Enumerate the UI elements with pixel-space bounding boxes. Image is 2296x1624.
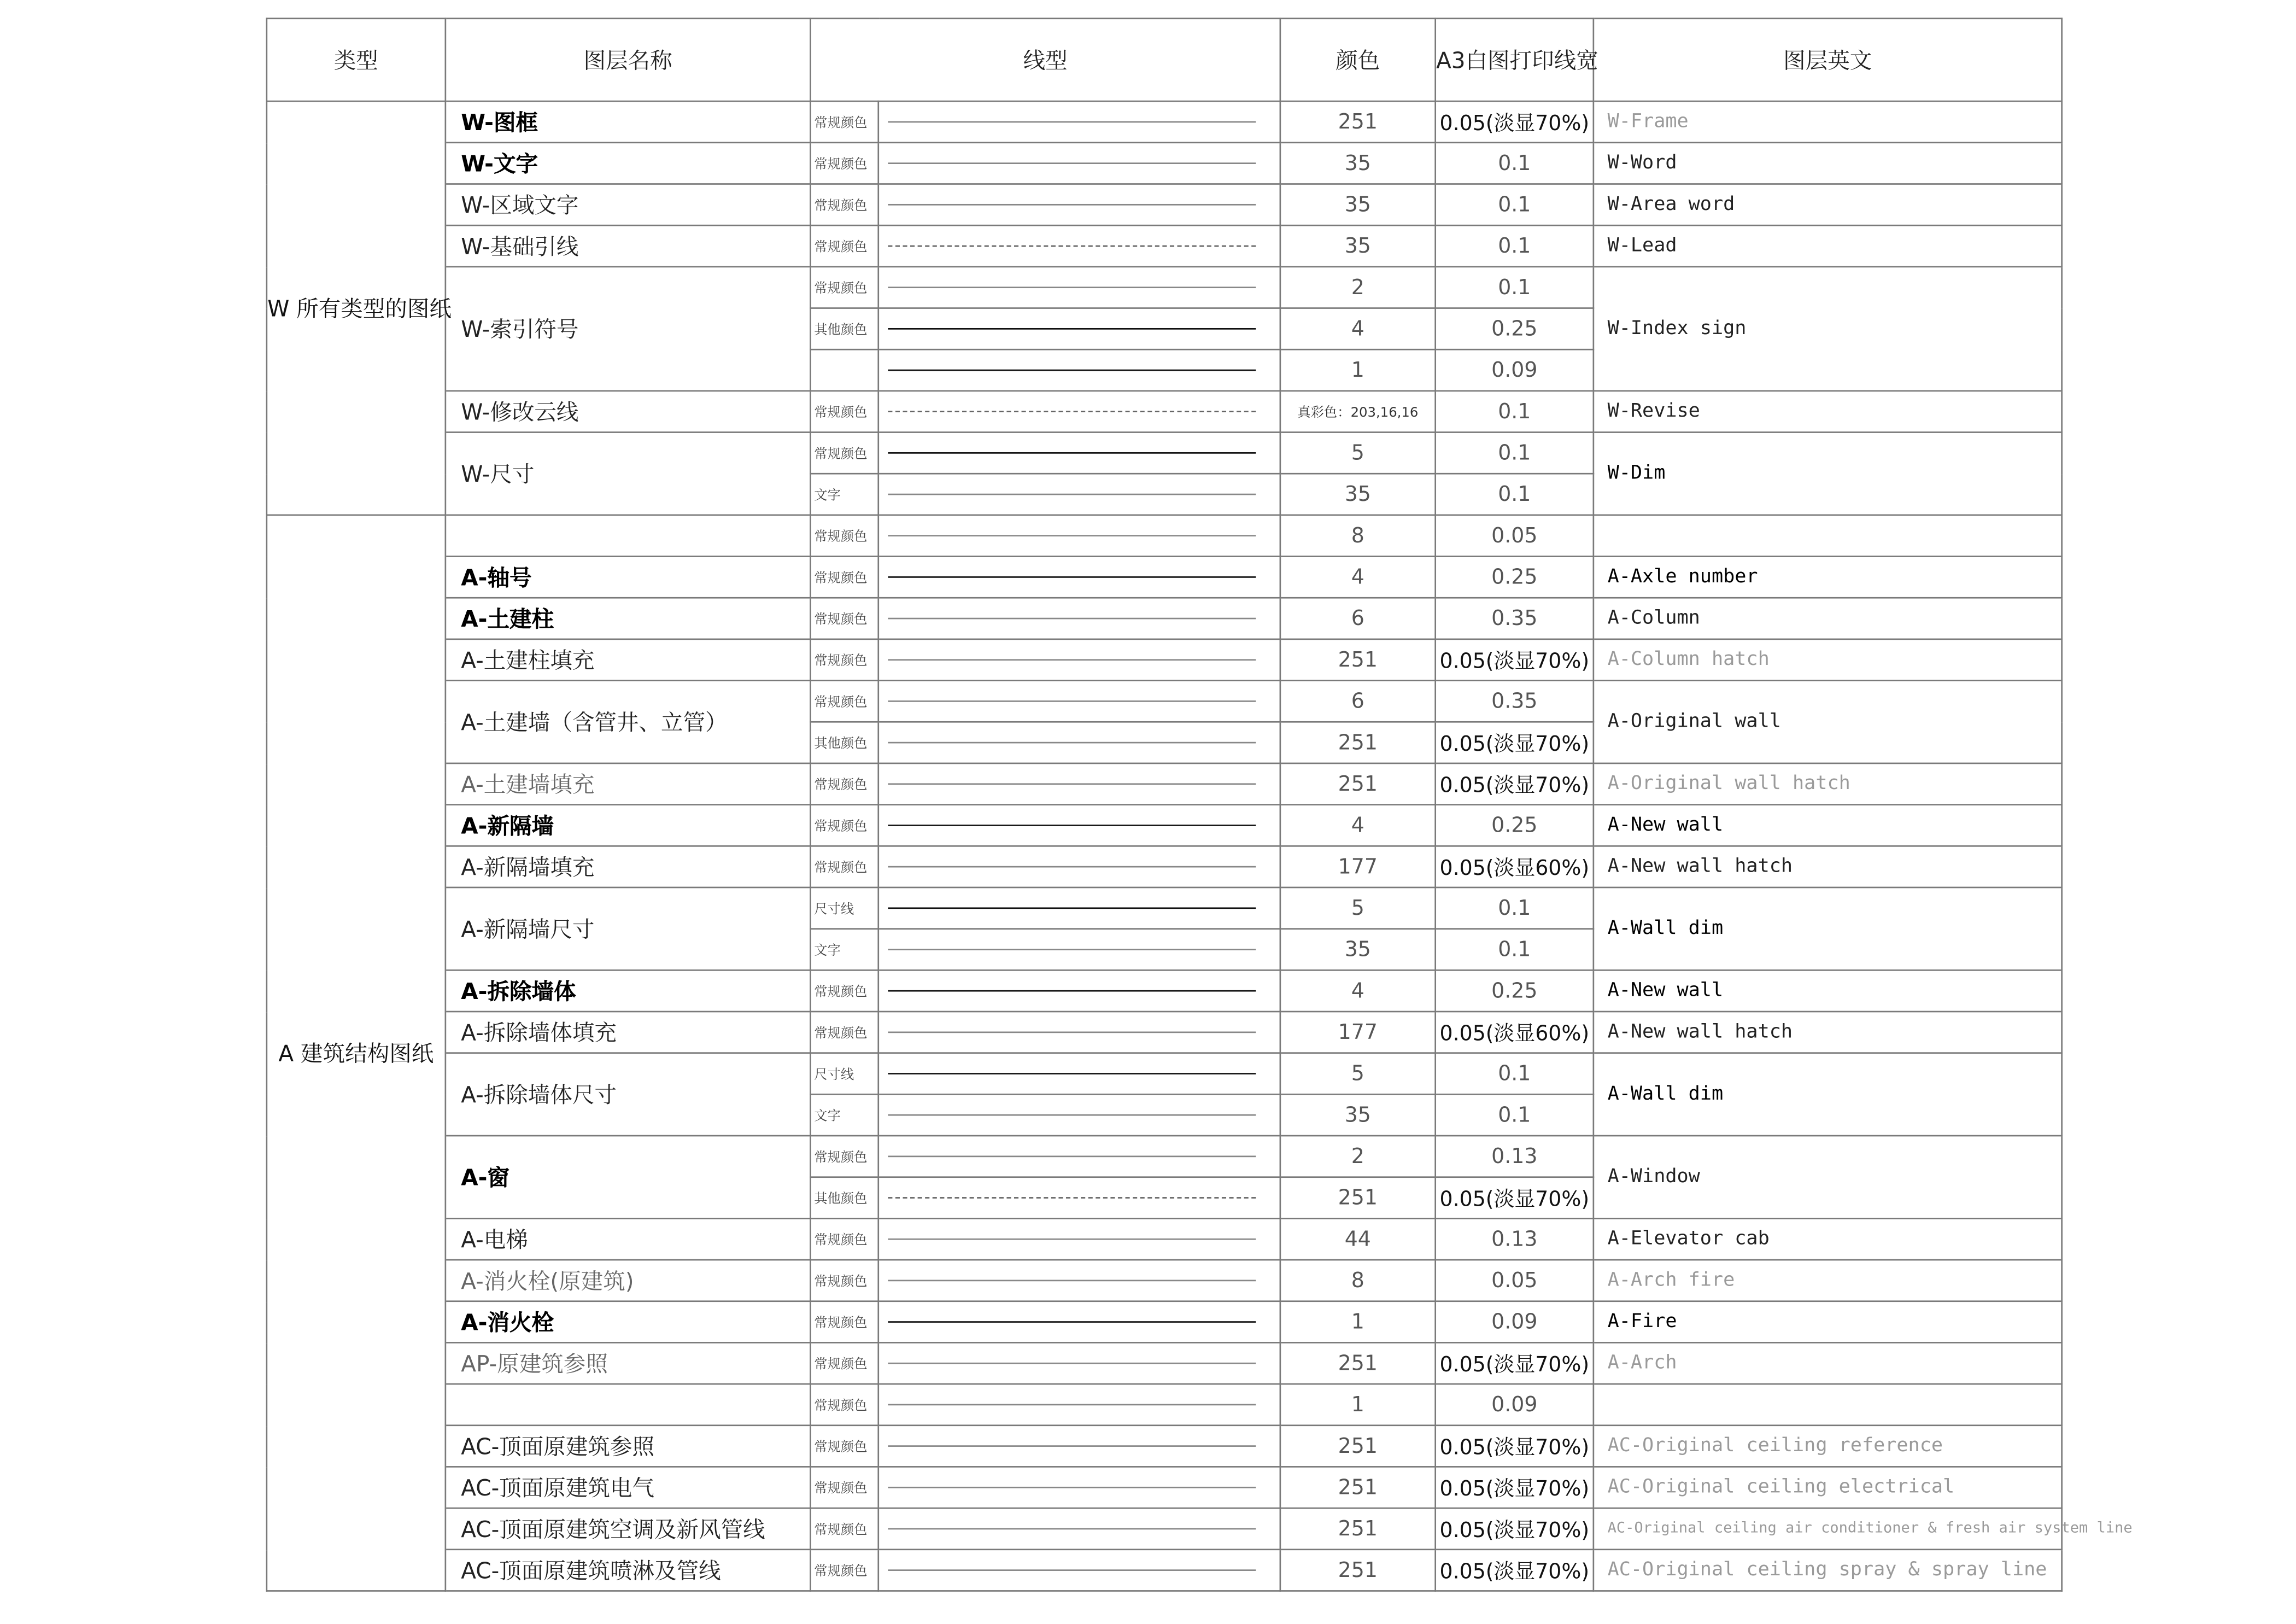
linetype-subtype-cell — [810, 349, 878, 391]
header-lineweight: A3白图打印线宽 — [1436, 19, 1594, 101]
linetype-sample-cell — [878, 308, 1280, 350]
type-cell: A 建筑结构图纸 — [267, 515, 446, 1591]
lineweight-cell: 0.13 — [1436, 1136, 1594, 1177]
lineweight-cell: 0.05(淡显70%) — [1436, 1550, 1594, 1591]
linetype-subtype-cell: 常规颜色 — [810, 1136, 878, 1177]
lineweight-cell: 0.25 — [1436, 970, 1594, 1012]
layer-name-cell: W-基础引线 — [446, 225, 811, 267]
color-cell: 251 — [1280, 1177, 1436, 1219]
linetype-subtype-cell: 常规颜色 — [810, 1508, 878, 1550]
table-row — [267, 1426, 2062, 1467]
table-row — [267, 1508, 2062, 1550]
layer-english-cell: W-Area word — [1594, 184, 2062, 225]
linetype-sample-line — [888, 866, 1256, 868]
layer-name-cell: AP-原建筑参照 — [446, 1342, 811, 1384]
lineweight-cell: 0.1 — [1436, 433, 1594, 474]
table-row — [267, 639, 2062, 681]
linetype-sample-line — [888, 907, 1256, 909]
table-row — [267, 184, 2062, 225]
linetype-subtype-cell: 常规颜色 — [810, 598, 878, 639]
color-cell: 6 — [1280, 681, 1436, 722]
table-row — [267, 887, 2062, 929]
layer-english-cell: AC-Original ceiling air conditioner & fresh air system line — [1594, 1508, 2062, 1550]
layer-standard-table — [266, 17, 2133, 1591]
linetype-subtype-cell: 文字 — [810, 474, 878, 515]
lineweight-cell: 0.1 — [1436, 1053, 1594, 1095]
layer-name-cell: W-区域文字 — [446, 184, 811, 225]
layer-english-cell: W-Lead — [1594, 225, 2062, 267]
linetype-sample-line — [888, 659, 1256, 661]
linetype-sample-line — [888, 1487, 1256, 1488]
linetype-subtype-cell: 常规颜色 — [810, 515, 878, 557]
linetype-sample-cell — [878, 349, 1280, 391]
table-row — [267, 681, 2062, 722]
color-cell: 5 — [1280, 1053, 1436, 1095]
linetype-sample-cell — [878, 1384, 1280, 1426]
layer-english-cell: A-Original wall — [1594, 681, 2062, 763]
header-layer-name: 图层名称 — [446, 19, 811, 101]
layer-english-cell: A-Original wall hatch — [1594, 763, 2062, 805]
linetype-subtype-cell: 常规颜色 — [810, 267, 878, 308]
linetype-sample-cell — [878, 1218, 1280, 1260]
linetype-sample-line — [888, 949, 1256, 950]
linetype-sample-line — [888, 452, 1256, 454]
linetype-sample-line — [888, 370, 1256, 371]
linetype-sample-cell — [878, 1094, 1280, 1136]
layer-english-cell: A-Fire — [1594, 1301, 2062, 1343]
linetype-subtype-cell: 其他颜色 — [810, 1177, 878, 1219]
linetype-sample-line — [888, 494, 1256, 495]
layer-name-cell: AC-顶面原建筑电气 — [446, 1467, 811, 1508]
layer-english-cell: A-Column — [1594, 598, 2062, 639]
linetype-subtype-cell: 常规颜色 — [810, 639, 878, 681]
color-cell: 35 — [1280, 474, 1436, 515]
linetype-sample-line — [888, 1073, 1256, 1074]
linetype-sample-cell — [878, 805, 1280, 846]
color-cell: 251 — [1280, 101, 1436, 143]
linetype-sample-line — [888, 990, 1256, 992]
color-cell: 4 — [1280, 970, 1436, 1012]
linetype-sample-cell — [878, 1012, 1280, 1053]
lineweight-cell: 0.1 — [1436, 929, 1594, 971]
layer-name-cell: A-拆除墙体填充 — [446, 1012, 811, 1053]
table-row — [267, 1260, 2062, 1301]
color-cell: 6 — [1280, 598, 1436, 639]
linetype-subtype-cell: 其他颜色 — [810, 308, 878, 350]
linetype-sample-cell — [878, 1177, 1280, 1219]
linetype-sample-line — [888, 1239, 1256, 1240]
layer-name-cell: W-索引符号 — [446, 267, 811, 391]
linetype-subtype-cell: 常规颜色 — [810, 1467, 878, 1508]
layer-name-cell: AC-顶面原建筑喷淋及管线 — [446, 1550, 811, 1591]
linetype-sample-line — [888, 700, 1256, 702]
color-cell: 251 — [1280, 1467, 1436, 1508]
header-color: 颜色 — [1280, 19, 1436, 101]
layer-english-cell: A-Arch fire — [1594, 1260, 2062, 1301]
table-row — [267, 805, 2062, 846]
linetype-sample-cell — [878, 267, 1280, 308]
table-row — [267, 1384, 2062, 1426]
table-row — [267, 101, 2062, 143]
layer-name-cell: A-电梯 — [446, 1218, 811, 1260]
lineweight-cell: 0.05(淡显70%) — [1436, 763, 1594, 805]
linetype-sample-line — [888, 1569, 1256, 1571]
table-row — [267, 1012, 2062, 1053]
linetype-sample-line — [888, 204, 1256, 206]
layer-name-cell: A-窗 — [446, 1136, 811, 1218]
layer-english-cell: A-New wall — [1594, 970, 2062, 1012]
linetype-sample-cell — [878, 1260, 1280, 1301]
layer-english-cell: A-New wall hatch — [1594, 846, 2062, 887]
layer-english-cell: W-Index sign — [1594, 267, 2062, 391]
layer-name-cell: W-尺寸 — [446, 433, 811, 515]
linetype-sample-line — [888, 576, 1256, 578]
linetype-subtype-cell: 常规颜色 — [810, 433, 878, 474]
lineweight-cell: 0.1 — [1436, 887, 1594, 929]
lineweight-cell: 0.13 — [1436, 1218, 1594, 1260]
layer-name-cell: W-文字 — [446, 143, 811, 184]
color-cell: 8 — [1280, 515, 1436, 557]
layer-english-cell: W-Word — [1594, 143, 2062, 184]
linetype-sample-cell — [878, 1550, 1280, 1591]
layer-name-cell: A-消火栓(原建筑) — [446, 1260, 811, 1301]
linetype-subtype-cell: 常规颜色 — [810, 763, 878, 805]
layer-name-cell: A-拆除墙体 — [446, 970, 811, 1012]
linetype-sample-cell — [878, 101, 1280, 143]
layer-name-cell: A-新隔墙填充 — [446, 846, 811, 887]
layer-english-cell: A-New wall hatch — [1594, 1012, 2062, 1053]
color-cell: 251 — [1280, 639, 1436, 681]
linetype-subtype-cell: 常规颜色 — [810, 970, 878, 1012]
color-cell: 177 — [1280, 846, 1436, 887]
linetype-sample-cell — [878, 557, 1280, 598]
table-body — [267, 101, 2133, 1591]
layer-name-cell: A-土建柱填充 — [446, 639, 811, 681]
linetype-sample-cell — [878, 681, 1280, 722]
color-cell: 35 — [1280, 225, 1436, 267]
linetype-sample-cell — [878, 1467, 1280, 1508]
color-cell: 251 — [1280, 1342, 1436, 1384]
color-cell: 5 — [1280, 433, 1436, 474]
color-cell: 35 — [1280, 143, 1436, 184]
layer-name-cell: A-轴号 — [446, 557, 811, 598]
header-type: 类型 — [267, 19, 446, 101]
linetype-subtype-cell: 常规颜色 — [810, 1384, 878, 1426]
linetype-sample-cell — [878, 929, 1280, 971]
linetype-subtype-cell: 常规颜色 — [810, 225, 878, 267]
color-cell: 35 — [1280, 184, 1436, 225]
linetype-sample-line — [888, 287, 1256, 288]
linetype-subtype-cell: 常规颜色 — [810, 805, 878, 846]
lineweight-cell: 0.09 — [1436, 1301, 1594, 1343]
linetype-sample-line — [888, 246, 1256, 247]
lineweight-cell: 0.35 — [1436, 681, 1594, 722]
lineweight-cell: 0.05(淡显70%) — [1436, 1177, 1594, 1219]
layer-english-cell: AC-Original ceiling spray & spray line — [1594, 1550, 2062, 1591]
linetype-subtype-cell: 常规颜色 — [810, 1426, 878, 1467]
linetype-sample-cell — [878, 1301, 1280, 1343]
linetype-subtype-cell: 常规颜色 — [810, 1342, 878, 1384]
layer-english-cell: A-Wall dim — [1594, 1053, 2062, 1136]
linetype-subtype-cell: 尺寸线 — [810, 1053, 878, 1095]
table-row — [267, 433, 2062, 474]
table-row — [267, 143, 2062, 184]
linetype-sample-cell — [878, 391, 1280, 433]
lineweight-cell: 0.05(淡显70%) — [1436, 1467, 1594, 1508]
table-row — [267, 763, 2062, 805]
layer-name-cell: A-土建墙（含管井、立管） — [446, 681, 811, 763]
layer-name-cell — [446, 1384, 811, 1426]
lineweight-cell: 0.1 — [1436, 225, 1594, 267]
linetype-sample-cell — [878, 1136, 1280, 1177]
layer-name-cell: A-拆除墙体尺寸 — [446, 1053, 811, 1136]
layer-english-cell: AC-Original ceiling reference — [1594, 1426, 2062, 1467]
lineweight-cell: 0.05(淡显60%) — [1436, 1012, 1594, 1053]
color-cell: 4 — [1280, 308, 1436, 350]
linetype-sample-cell — [878, 143, 1280, 184]
layer-english-cell — [1594, 1384, 2062, 1426]
linetype-sample-line — [888, 411, 1256, 412]
layer-english-cell: A-Column hatch — [1594, 639, 2062, 681]
table-row — [267, 1301, 2062, 1343]
linetype-sample-line — [888, 1114, 1256, 1116]
color-cell: 251 — [1280, 763, 1436, 805]
layer-english-cell: A-New wall — [1594, 805, 2062, 846]
linetype-sample-line — [888, 783, 1256, 785]
linetype-subtype-cell: 常规颜色 — [810, 557, 878, 598]
table-row — [267, 1550, 2062, 1591]
color-cell: 2 — [1280, 1136, 1436, 1177]
linetype-sample-cell — [878, 184, 1280, 225]
linetype-sample-cell — [878, 846, 1280, 887]
color-cell: 2 — [1280, 267, 1436, 308]
linetype-sample-cell — [878, 970, 1280, 1012]
table-row — [267, 970, 2062, 1012]
color-cell: 44 — [1280, 1218, 1436, 1260]
lineweight-cell: 0.25 — [1436, 805, 1594, 846]
linetype-sample-cell — [878, 1508, 1280, 1550]
color-cell: 8 — [1280, 1260, 1436, 1301]
linetype-sample-cell — [878, 639, 1280, 681]
color-cell: 251 — [1280, 722, 1436, 763]
linetype-subtype-cell: 常规颜色 — [810, 1301, 878, 1343]
table-row — [267, 1467, 2062, 1508]
linetype-subtype-cell: 常规颜色 — [810, 143, 878, 184]
linetype-sample-line — [888, 328, 1256, 330]
linetype-sample-line — [888, 535, 1256, 536]
linetype-sample-line — [888, 1280, 1256, 1282]
layer-english-cell: A-Axle number — [1594, 557, 2062, 598]
linetype-sample-cell — [878, 763, 1280, 805]
table-row — [267, 391, 2062, 433]
color-cell: 4 — [1280, 557, 1436, 598]
table-row — [267, 1342, 2062, 1384]
header-linetype: 线型 — [810, 19, 1280, 101]
lineweight-cell: 0.09 — [1436, 349, 1594, 391]
lineweight-cell: 0.25 — [1436, 557, 1594, 598]
linetype-subtype-cell: 常规颜色 — [810, 846, 878, 887]
layer-name-cell: A-新隔墙 — [446, 805, 811, 846]
linetype-subtype-cell: 文字 — [810, 1094, 878, 1136]
linetype-sample-line — [888, 742, 1256, 744]
color-cell: 251 — [1280, 1426, 1436, 1467]
layer-english-cell: A-Elevator cab — [1594, 1218, 2062, 1260]
linetype-sample-line — [888, 825, 1256, 826]
layer-english-cell: A-Arch — [1594, 1342, 2062, 1384]
linetype-sample-line — [888, 1031, 1256, 1033]
linetype-sample-cell — [878, 1426, 1280, 1467]
lineweight-cell: 0.05(淡显70%) — [1436, 1342, 1594, 1384]
lineweight-cell: 0.05(淡显70%) — [1436, 1426, 1594, 1467]
linetype-sample-cell — [878, 1342, 1280, 1384]
lineweight-cell: 0.1 — [1436, 1094, 1594, 1136]
linetype-subtype-cell: 尺寸线 — [810, 887, 878, 929]
layer-name-cell: A-消火栓 — [446, 1301, 811, 1343]
lineweight-cell: 0.1 — [1436, 184, 1594, 225]
type-cell: W 所有类型的图纸 — [267, 101, 446, 515]
table-row — [267, 1136, 2062, 1177]
linetype-subtype-cell: 常规颜色 — [810, 1550, 878, 1591]
layer-english-cell — [1594, 515, 2062, 557]
table-row — [267, 225, 2062, 267]
linetype-sample-line — [888, 1528, 1256, 1530]
color-cell: 35 — [1280, 929, 1436, 971]
table-row — [267, 515, 2062, 557]
lineweight-cell: 0.05 — [1436, 1260, 1594, 1301]
layer-name-cell: AC-顶面原建筑参照 — [446, 1426, 811, 1467]
linetype-sample-line — [888, 1404, 1256, 1406]
lineweight-cell: 0.09 — [1436, 1384, 1594, 1426]
lineweight-cell: 0.1 — [1436, 391, 1594, 433]
header-english: 图层英文 — [1594, 19, 2062, 101]
linetype-sample-cell — [878, 1053, 1280, 1095]
layer-name-cell — [446, 515, 811, 557]
color-cell: 251 — [1280, 1508, 1436, 1550]
linetype-subtype-cell: 常规颜色 — [810, 391, 878, 433]
layer-english-cell: W-Revise — [1594, 391, 2062, 433]
lineweight-cell: 0.35 — [1436, 598, 1594, 639]
linetype-sample-line — [888, 121, 1256, 123]
lineweight-cell: 0.05(淡显70%) — [1436, 639, 1594, 681]
lineweight-cell: 0.05(淡显60%) — [1436, 846, 1594, 887]
linetype-sample-line — [888, 1321, 1256, 1323]
layer-english-cell: W-Frame — [1594, 101, 2062, 143]
lineweight-cell: 0.05 — [1436, 515, 1594, 557]
linetype-sample-line — [888, 1156, 1256, 1158]
linetype-subtype-cell: 文字 — [810, 929, 878, 971]
color-cell: 177 — [1280, 1012, 1436, 1053]
linetype-sample-line — [888, 1363, 1256, 1364]
linetype-sample-line — [888, 162, 1256, 164]
color-cell: 5 — [1280, 887, 1436, 929]
linetype-subtype-cell: 常规颜色 — [810, 1260, 878, 1301]
lineweight-cell: 0.05(淡显70%) — [1436, 722, 1594, 763]
color-cell: 1 — [1280, 1384, 1436, 1426]
lineweight-cell: 0.05(淡显70%) — [1436, 101, 1594, 143]
linetype-sample-cell — [878, 515, 1280, 557]
layer-english-cell: AC-Original ceiling electrical — [1594, 1467, 2062, 1508]
layer-english-cell: A-Wall dim — [1594, 887, 2062, 970]
table-row — [267, 557, 2062, 598]
table-row — [267, 846, 2062, 887]
lineweight-cell: 0.1 — [1436, 143, 1594, 184]
layer-name-cell: A-土建墙填充 — [446, 763, 811, 805]
color-cell: 251 — [1280, 1550, 1436, 1591]
lineweight-cell: 0.25 — [1436, 308, 1594, 350]
layer-name-cell: A-新隔墙尺寸 — [446, 887, 811, 970]
linetype-subtype-cell: 常规颜色 — [810, 184, 878, 225]
linetype-subtype-cell: 常规颜色 — [810, 1218, 878, 1260]
linetype-subtype-cell: 常规颜色 — [810, 1012, 878, 1053]
lineweight-cell: 0.1 — [1436, 474, 1594, 515]
lineweight-cell: 0.1 — [1436, 267, 1594, 308]
table-row — [267, 1218, 2062, 1260]
layer-english-cell: A-Window — [1594, 1136, 2062, 1218]
layer-english-cell: W-Dim — [1594, 433, 2062, 515]
layer-name-cell: W-图框 — [446, 101, 811, 143]
linetype-sample-cell — [878, 887, 1280, 929]
linetype-sample-line — [888, 1197, 1256, 1199]
layer-name-cell: A-土建柱 — [446, 598, 811, 639]
layer-name-cell: W-修改云线 — [446, 391, 811, 433]
color-cell: 真彩色：203,16,16 — [1280, 391, 1436, 433]
linetype-sample-cell — [878, 433, 1280, 474]
layer-name-cell: AC-顶面原建筑空调及新风管线 — [446, 1508, 811, 1550]
linetype-subtype-cell: 常规颜色 — [810, 101, 878, 143]
linetype-sample-line — [888, 618, 1256, 620]
color-cell: 1 — [1280, 349, 1436, 391]
header-row — [267, 19, 2062, 101]
linetype-sample-cell — [878, 598, 1280, 639]
color-cell: 4 — [1280, 805, 1436, 846]
linetype-subtype-cell: 其他颜色 — [810, 722, 878, 763]
linetype-sample-cell — [878, 474, 1280, 515]
color-cell: 35 — [1280, 1094, 1436, 1136]
table-row — [267, 598, 2062, 639]
linetype-subtype-cell: 常规颜色 — [810, 681, 878, 722]
lineweight-cell: 0.05(淡显70%) — [1436, 1508, 1594, 1550]
linetype-sample-cell — [878, 722, 1280, 763]
table-row — [267, 1053, 2062, 1095]
linetype-sample-cell — [878, 225, 1280, 267]
table-row — [267, 267, 2062, 308]
linetype-sample-line — [888, 1445, 1256, 1447]
color-cell: 1 — [1280, 1301, 1436, 1343]
